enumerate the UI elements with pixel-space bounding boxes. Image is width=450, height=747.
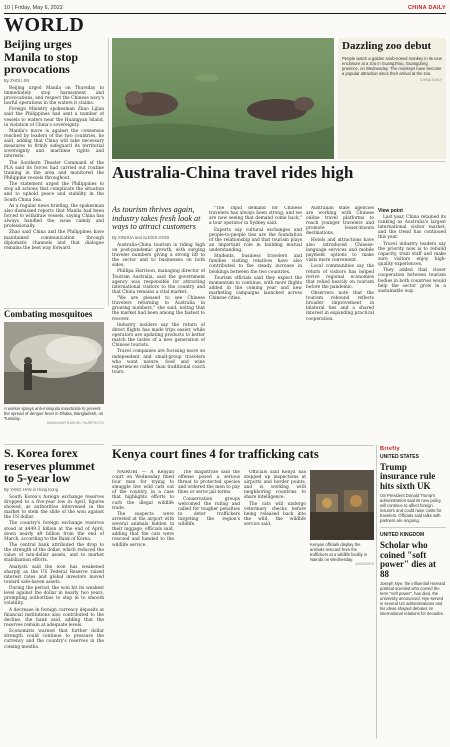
australia-paragraph: "We are pleased to see Chinese travelers returning to Australia in growing numbers," she said, noting that the market had been among the fastest to recover. [112, 296, 205, 322]
brief-place: UNITED STATES [380, 454, 419, 460]
manila-paragraph: Manila's move is against the consensus reached by leaders of the two countries, he said, adding that China will take necessary measures to firmly safeguard its territorial sovereignty and maritime rights and interests. [4, 128, 104, 160]
manila-paragraph: Zhao said China and the Philippines have maintained communication through diplomatic channels and that dialogue remains the best way forward. [4, 230, 104, 251]
korea-paragraph: During the period, the won hit its weakest level against the dollar in nearly two years, prompting authorities to step in to smooth volatility. [4, 586, 104, 607]
korea-forex-story [4, 447, 104, 739]
brief-body: US President Donald Trump's administration said its new policy will continue to affect foreign insurers and could raise costs for travelers. Officials said talks with partners are ongoing. [380, 493, 442, 524]
australia-body-col3 [306, 206, 374, 322]
australia-column-3 [306, 206, 374, 442]
column-divider [376, 445, 377, 739]
dazzling-caption: People watch a golden snub-nosed monkey in its new enclosure at a zoo in Guangzhou, Guangdong province, on Wednesday. The monkeys have become a popular attraction since their arrival at the zoo. [342, 55, 442, 76]
manila-paragraph: The statement urged the Philippines to stop all actions that complicate the situation and to uphold peace and stability in the South China Sea. [4, 182, 104, 203]
australia-paragraph: Local communities say the return of visitors has helped revive regional economies that relied heavily on tourism before the pandemic. [306, 264, 374, 290]
kenya-photo-block [310, 470, 374, 740]
australia-column-2 [209, 206, 302, 442]
story-divider [112, 445, 374, 446]
kenya-paragraph: NAIROBI — A Kenyan court on Wednesday fined four men for trying to smuggle live wild cats out of the country, in a case that highlights efforts to curb the illegal wildlife trade. [112, 470, 174, 511]
kenya-body-col1 [112, 470, 174, 548]
dazzling-zoo-panel [338, 38, 446, 159]
mosquito-feature [4, 310, 104, 442]
korea-paragraph: The country's foreign exchange reserves stood at $449.3 billion at the end of April, down nearly $9 billion from the end of March, according to the Bank of Korea. [4, 521, 104, 542]
manila-paragraph: Beijing urged Manila on Thursday to immediately stop harassment and provocations, and respect the Chinese navy's lawful operations in the waters it claims. [4, 85, 104, 107]
wild-cats-image [310, 470, 374, 540]
page-number: 10 [4, 5, 11, 11]
kenya-paragraph: Conservation groups welcomed the ruling and called for tougher penalties to deter traffickers targeting the region's wildlife. [178, 496, 240, 528]
kenya-column-2 [178, 470, 240, 740]
manila-paragraph: The Southern Theater Command of the PLA said its forces had carried out routine training in the area and monitored the Philippine vessels throughout. [4, 160, 104, 181]
kenya-paragraph: Officials said Kenya has stepped up inspections at airports and border points, and is working with neighboring countries to share intelligence. [244, 470, 306, 501]
australia-byline: By XINHUA and ALEXIS HOOI [112, 234, 170, 240]
manila-paragraph: As a regular news briefing, the spokesman also dismissed reports that Manila had been forced to withdraw vessels, saying China has always handled the issue calmly and professionally. [4, 203, 104, 230]
brief-item [380, 454, 446, 523]
viewpoint-label: View point [378, 208, 403, 214]
brief-headline: Trump insurance rule hits sixth UK [380, 462, 436, 491]
korea-paragraph: The central bank attributed the drop to the strength of the dollar, which reduced the value of non-dollar assets, and to market stabilization efforts. [4, 543, 104, 564]
australia-paragraph: "The rapid demand for Chinese travelers has always been strong, and we are now seeing that demand come back," a tour operator in Sydney said. [209, 206, 302, 227]
korea-body [4, 495, 104, 650]
mosquito-credit: MAMUNUR RASHID / NURPHOTO [47, 421, 104, 426]
column-divider [108, 38, 109, 306]
australia-headline: Australia-China travel rides high [112, 164, 354, 182]
kenya-photo [310, 470, 374, 540]
kenya-credit: AGENCIES [355, 562, 374, 566]
korea-headline: S. Korea forex reserves plummet to 5-year low [4, 447, 95, 486]
viewpoint-paragraph: Travel industry leaders say the priority now is to rebuild capacity, train staff and make sure visitors enjoy high-quality experiences. [378, 241, 446, 268]
kenya-paragraph: The suspects were arrested at the airport with several animals hidden in their luggage, officials said, adding that the cats were rescued and handed to the wildlife service. [112, 511, 174, 548]
manila-paragraph: Foreign Ministry spokesman Zhao Lijian said the Philippines had sent a number of vessels to waters near the Huangyan Island, in violation of China's sovereignty. [4, 107, 104, 128]
briefly-panel [380, 446, 446, 740]
australia-paragraph: Experts say cultural exchanges and people-to-people ties are the foundation of the relationship and that tourism plays an important role in building mutual understanding. [209, 227, 302, 253]
australia-paragraph: Students, business travelers and families visiting relatives have also contributed to the steady increase in bookings between the two countries. [209, 254, 302, 275]
brief-headline: Scholar who coined "soft power" dies at 88 [380, 540, 436, 579]
brief-item [380, 527, 446, 616]
manila-body [4, 86, 104, 251]
manila-byline: By ZHOU JIN [4, 77, 30, 83]
briefly-label: Briefly [380, 446, 400, 452]
australia-headline-block [112, 164, 446, 206]
korea-paragraph: A decrease in foreign currency deposits at financial institutions also contributed to the decline, the bank said, adding that the reserves remain at adequate levels. [4, 607, 104, 628]
kenya-headline-block [112, 448, 374, 468]
mosquito-photo [4, 322, 104, 404]
kenya-column-1 [112, 470, 174, 740]
masthead-page-date: 10 | Friday, May 6, 2022 [4, 5, 63, 11]
australia-body-col1 [112, 243, 205, 375]
story-divider [112, 161, 446, 162]
mosquito-title: Combating mosquitoes [4, 310, 93, 319]
australia-paragraph: Hotels and attractions have also introduced Chinese-language services and mobile payment options to make visits more convenient. [306, 237, 374, 264]
fogging-image [4, 322, 104, 404]
australia-deck: As tourism thrives again, industry takes fresh look at ways to attract customers [112, 206, 201, 232]
kenya-body-col2 [178, 470, 240, 527]
viewpoint-body [378, 215, 446, 294]
kenya-caption: Kenyan officials display the animals rescued from the traffickers at a wildlife facility in Nairobi on Wednesday. [310, 542, 368, 562]
manila-headline: Beijing urges Manila to stop provocations [4, 38, 79, 77]
kenya-column-3 [244, 470, 306, 740]
story-divider [4, 308, 104, 309]
australia-paragraph: Australian state agencies are working with Chinese online travel platforms to reach younger travelers and promote lesser-known destinations. [306, 206, 374, 237]
korea-paragraph: Analysts said the won has weakened sharply as the US Federal Reserve raised interest rates and global investors moved toward safe-haven assets. [4, 564, 104, 585]
kenya-body-col3 [244, 470, 306, 527]
australia-paragraph: Phillipa Harrison, managing director of Tourism Australia, said the government agency was responsible for attracting international visitors to the country and that China remains a vital market. [112, 269, 205, 295]
australia-paragraph: Travel companies are focusing more on independent and small-group travelers who want nature, food and wine experiences rather than traditional coach tours. [112, 349, 205, 375]
manila-story [4, 38, 104, 306]
korea-paragraph: Economists warned that further dollar strength could continue to pressure the currency and the country's reserves in the coming months. [4, 629, 104, 650]
section-header [4, 13, 446, 35]
kenya-paragraph: The cats will undergo veterinary checks before being released back into the wild, the wildlife service said. [244, 501, 306, 528]
viewpoint-paragraph: Last year, China retained its ranking as Australia's largest international visitor market, and the trend has continued this year. [378, 215, 446, 241]
australia-paragraph: Industry insiders say the return of direct flights has made trips easier, while operators are updating products to better match the tastes of a new generation of Chinese tourists. [112, 322, 205, 349]
korea-paragraph: South Korea's foreign exchange reserves dropped to a five-year low in April, figures showed, as authorities intervened in the market to stem the slide of the won against the US dollar. [4, 494, 104, 521]
australia-body-col2 [209, 206, 302, 301]
kenya-paragraph: The magistrate said the offense posed a serious threat to protected species and ordered the men to pay fines or serve jail terms. [178, 470, 240, 496]
australia-paragraph: Observers note that the tourism rebound reflects broader improvement in bilateral ties and a shared interest in expanding practical cooperation. [306, 291, 374, 322]
australia-paragraph: Tourism officials said they expect the momentum to continue, with more flights added in the coming year and new marketing campaigns launched across Chinese cities. [209, 275, 302, 302]
hippo-image [112, 38, 334, 159]
dazzling-headline: Dazzling zoo debut [342, 40, 432, 52]
dazzling-credit: CHINA DAILY [419, 77, 442, 82]
hippo-photo [112, 38, 334, 159]
australia-paragraph: Australia-China tourism is riding high on post-pandemic growth, with surging traveler numbers giving a strong lift to the sector and to businesses on both sides. [112, 242, 205, 269]
publication-name: CHINA DAILY [407, 5, 446, 11]
mosquito-caption: A worker sprays anti-mosquito insecticide to prevent the spread of dengue fever in Dhaka, Bangladesh, on Tuesday. [4, 406, 104, 422]
viewpoint-column [378, 206, 446, 442]
brief-place: UNITED KINGDOM [380, 532, 425, 539]
brief-body: Joseph Nye, the influential Harvard political scientist who coined the term "soft power", has died, the university announced. Nye served in several US administrations and his ideas shaped debates on international relations for decades. [380, 581, 446, 617]
section-title: WORLD [4, 14, 85, 36]
korea-byline: By YANG HAN in Hong Kong [4, 486, 59, 492]
viewpoint-paragraph: They added that closer cooperation between tourism bodies in both countries would help the sector grow in a sustainable way. [378, 268, 446, 294]
issue-date: Friday, May 6, 2022 [14, 5, 63, 11]
kenya-headline: Kenya court fines 4 for trafficking cats [112, 448, 319, 461]
story-divider [4, 444, 104, 445]
